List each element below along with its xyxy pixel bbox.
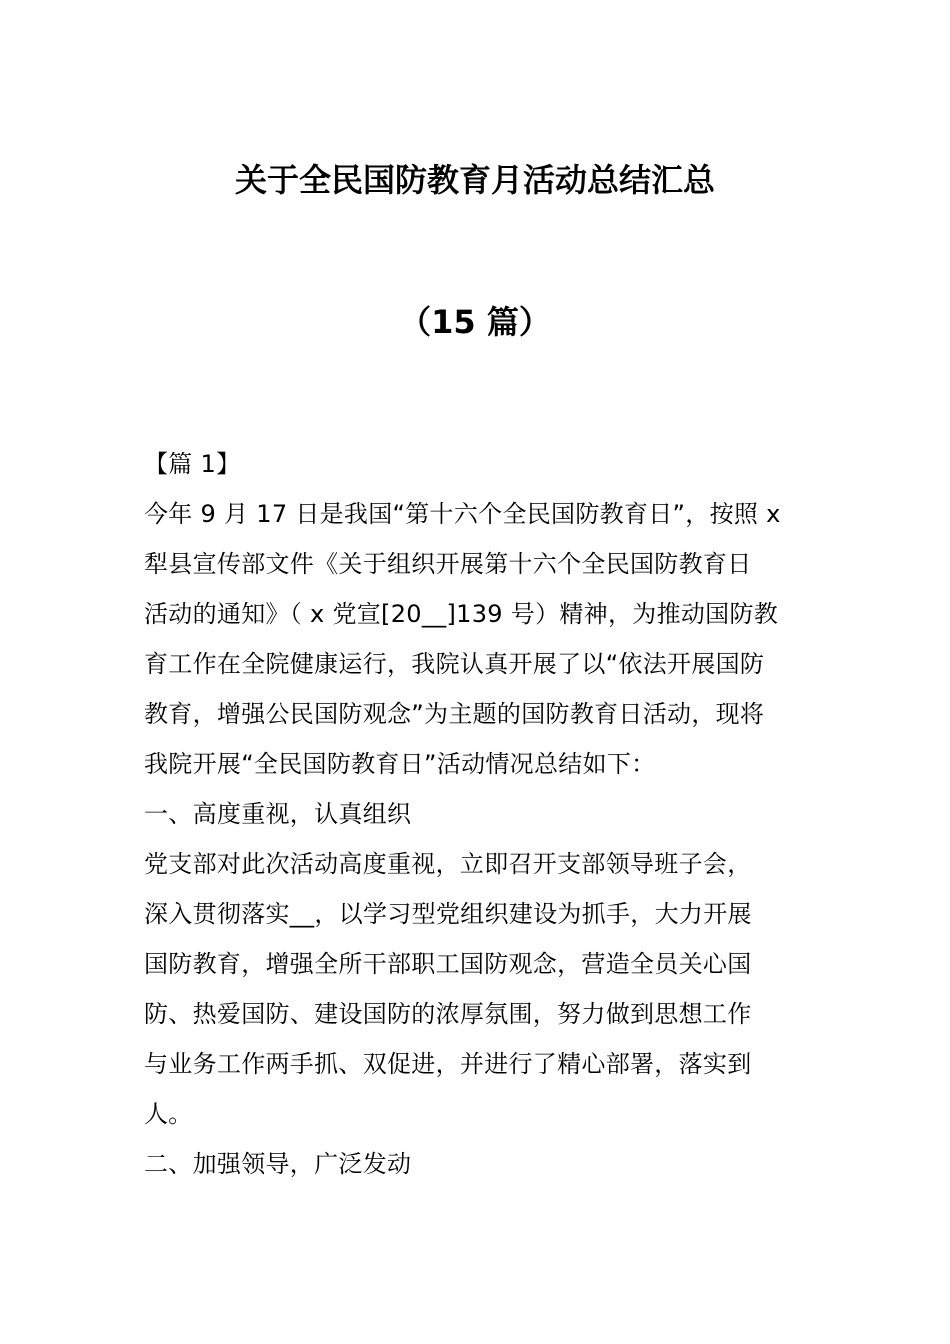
body-line: 人。 — [144, 1100, 193, 1128]
body-line: 教育，增强公民国防观念”为主题的国防教育日活动，现将 — [144, 700, 765, 728]
body-line: 国防教育，增强全所干部职工国防观念，营造全员关心国 — [144, 950, 752, 978]
body-line: 育工作在全院健康运行，我院认真开展了以“依法开展国防 — [144, 650, 765, 678]
document-title: 关于全民国防教育月活动总结汇总 — [234, 161, 715, 199]
heading-two: 二、加强领导，广泛发动 — [144, 1150, 412, 1178]
body-line: 与业务工作两手抓、双促进，并进行了精心部署，落实到 — [144, 1050, 752, 1078]
document-body — [144, 439, 812, 1189]
body-line: 我院开展“全民国防教育日”活动情况总结如下： — [144, 750, 656, 778]
body-line: 犁县宣传部文件《关于组织开展第十六个全民国防教育日 — [144, 550, 752, 578]
body-line: 党支部对此次活动高度重视，立即召开支部领导班子会， — [144, 850, 752, 878]
document-subtitle: （15 篇） — [399, 303, 551, 341]
body-line: 活动的通知》（ x 党宣[20__]139 号）精神，为推动国防教 — [144, 600, 779, 628]
body-line: 防、热爱国防、建设国防的浓厚氛围，努力做到思想工作 — [144, 1000, 752, 1028]
section-label: 【篇 1】 — [144, 450, 241, 478]
body-line: 今年 9 月 17 日是我国“第十六个全民国防教育日”，按照 x — [144, 500, 781, 528]
body-line: 深入贯彻落实__，以学习型党组织建设为抓手，大力开展 — [144, 900, 752, 928]
heading-one: 一、高度重视，认真组织 — [144, 800, 412, 828]
